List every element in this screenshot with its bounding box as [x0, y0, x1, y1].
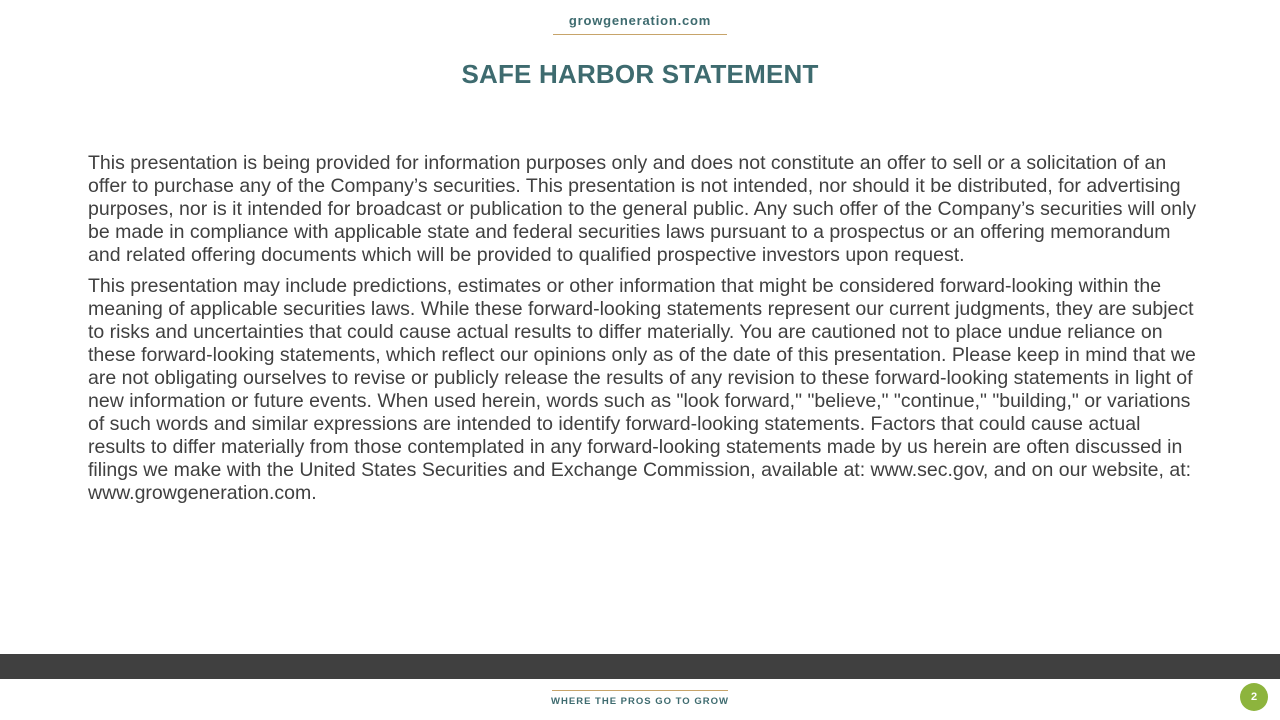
header-divider [553, 34, 727, 35]
site-url: growgeneration.com [568, 13, 712, 28]
paragraph-disclaimer: This presentation is being provided for information purposes only and does not constitute an offer to sell or a solicitation of an offer to purchase any of the Company’s securities. This presentation is not intended, nor should it be distributed, for advertising purposes, nor is it intended for broadcast or publication to the general public. Any such offer of the Company’s securities will only be made in compliance with applicable state and federal securities laws pursuant to a prospectus or an offering memorandum and related offering documents which will be provided to qualified prospective investors upon request. [88, 152, 1197, 266]
footer-band [0, 654, 1280, 679]
page-title: SAFE HARBOR STATEMENT [461, 59, 819, 89]
footer-divider [552, 690, 728, 691]
page-number-badge: 2 [1240, 683, 1268, 711]
paragraph-forward-looking: This presentation may include predictions, estimates or other information that might be considered forward-looking within the meaning of applicable securities laws. While these forward-looking statements represent our current judgments, they are subject to risks and uncertainties that could cause actual results to differ materially. You are cautioned not to place undue reliance on these forward-looking statements, which reflect our opinions only as of the date of this presentation. Please keep in mind that we are not obligating ourselves to revise or publicly release the results of any revision to these forward-looking statements in light of new information or future events. When used herein, words such as "look forward," "believe," "continue," "building," or variations of such words and similar expressions are intended to identify forward-looking statements. Factors that could cause actual results to differ materially from those contemplated in any forward-looking statements made by us herein are often discussed in filings we make with the United States Securities and Exchange Commission, available at: www.sec.gov, and on our website, at: www.growgeneration.com. [88, 275, 1196, 504]
body-text [88, 152, 1198, 513]
footer-tagline: WHERE THE PROS GO TO GROW [551, 696, 729, 707]
